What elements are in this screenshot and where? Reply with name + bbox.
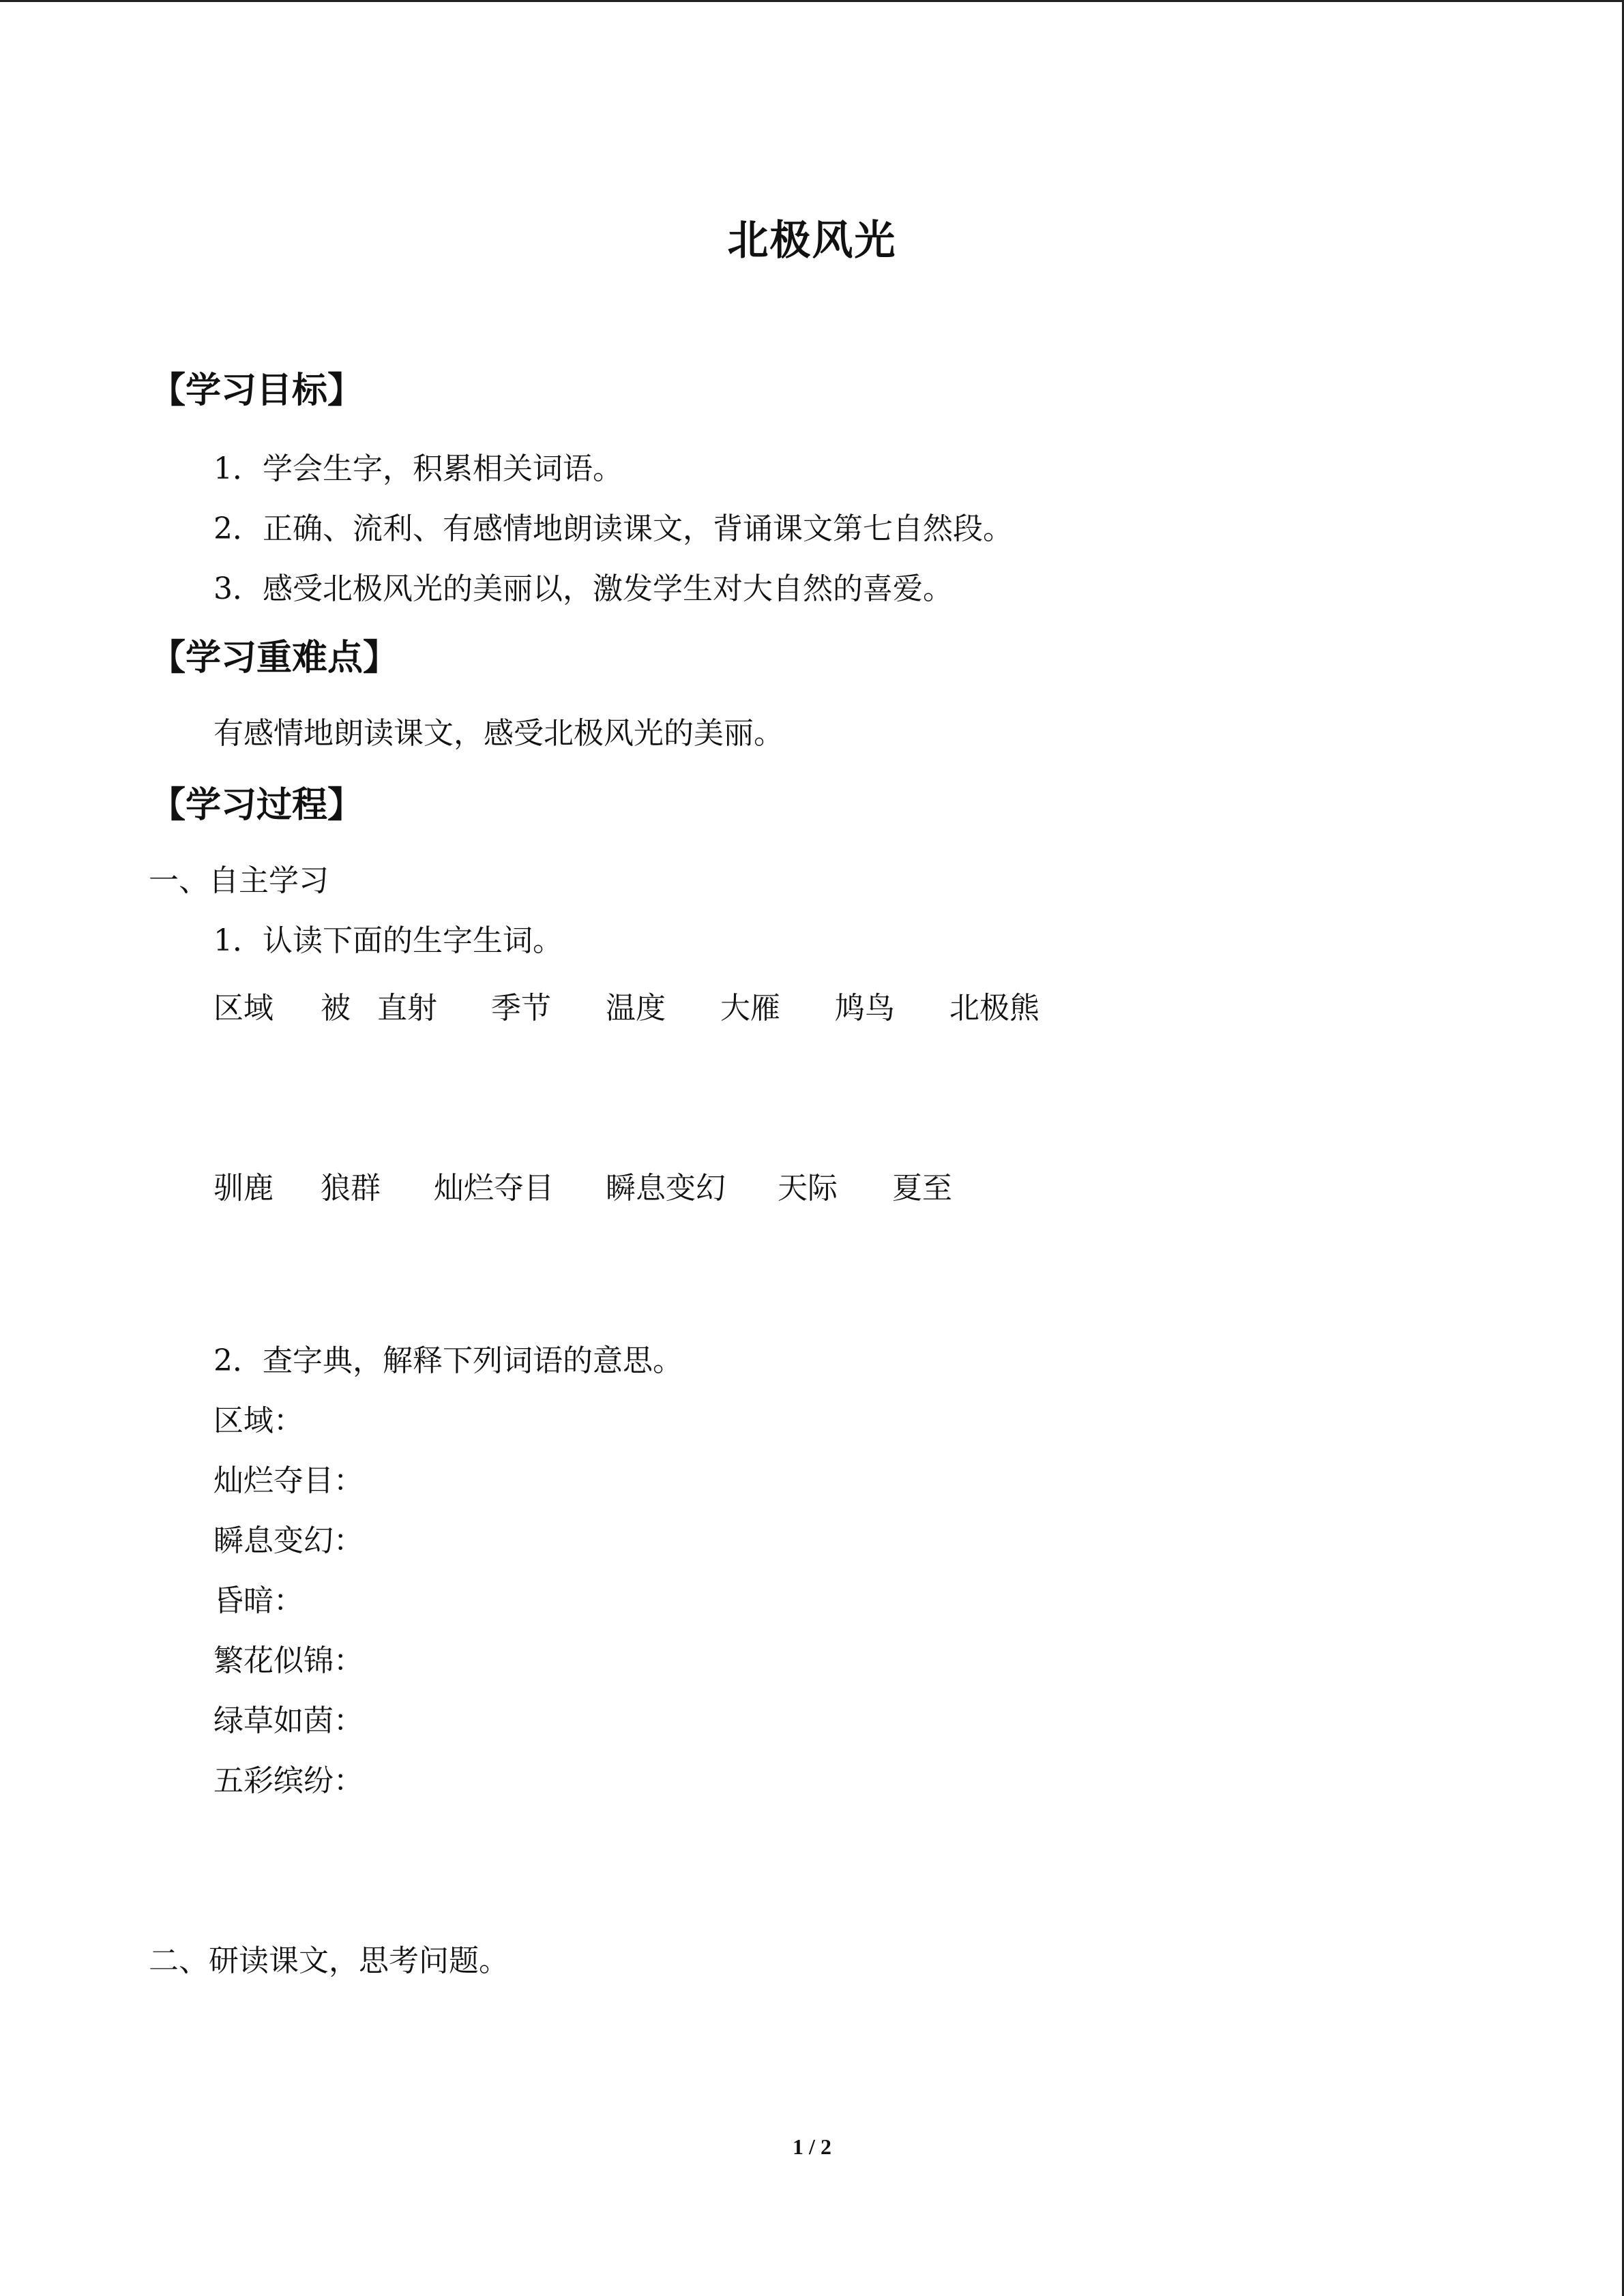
vocab-word: 直射 — [377, 991, 437, 1026]
key-points-text: 有感情地朗读课文，感受北极风光的美丽。 — [213, 716, 784, 751]
objective-item-2: 2．正确、流利、有感情地朗读课文，背诵课文第七自然段。 — [213, 511, 1013, 546]
definition-item: 绿草如茵： — [213, 1703, 364, 1738]
definition-item: 五彩缤纷： — [213, 1763, 364, 1798]
vocab-word: 季节 — [491, 991, 551, 1026]
vocab-word: 温度 — [606, 991, 666, 1026]
vocab-word: 区域 — [213, 991, 274, 1026]
process-heading: 【学习过程】 — [150, 784, 364, 826]
task1-text: 1．认读下面的生字生词。 — [213, 923, 563, 958]
vocab-word: 大雁 — [720, 991, 780, 1026]
vocab-word: 狼群 — [321, 1171, 381, 1206]
vocab-word: 被 — [321, 991, 351, 1026]
vocab-word: 北极熊 — [949, 991, 1039, 1026]
page-number: 1 / 2 — [793, 2134, 831, 2159]
definition-item: 繁花似锦： — [213, 1643, 364, 1678]
task2-text: 2．查字典，解释下列词语的意思。 — [213, 1343, 683, 1378]
definition-item: 昏暗： — [213, 1583, 304, 1618]
definition-item: 灿烂夺目： — [213, 1463, 364, 1498]
vocab-word: 鸠鸟 — [835, 991, 895, 1026]
objectives-heading: 【学习目标】 — [150, 370, 364, 411]
vocab-word: 瞬息变幻 — [606, 1171, 726, 1206]
part2-title: 二、研读课文，思考问题。 — [149, 1943, 509, 1978]
definition-item: 瞬息变幻： — [213, 1523, 364, 1558]
part1-title: 一、自主学习 — [149, 863, 329, 898]
vocab-word: 天际 — [778, 1171, 838, 1206]
vocab-word: 灿烂夺目 — [434, 1171, 554, 1206]
page-top-border — [0, 0, 1624, 2]
objective-item-3: 3．感受北极风光的美丽以，激发学生对大自然的喜爱。 — [213, 571, 953, 606]
vocab-word: 夏至 — [892, 1171, 952, 1206]
document-title: 北极风光 — [727, 217, 897, 265]
objective-item-1: 1．学会生字，积累相关词语。 — [213, 451, 623, 486]
definition-item: 区域： — [213, 1403, 304, 1438]
key-points-heading: 【学习重难点】 — [150, 637, 399, 679]
vocab-word: 驯鹿 — [213, 1171, 274, 1206]
